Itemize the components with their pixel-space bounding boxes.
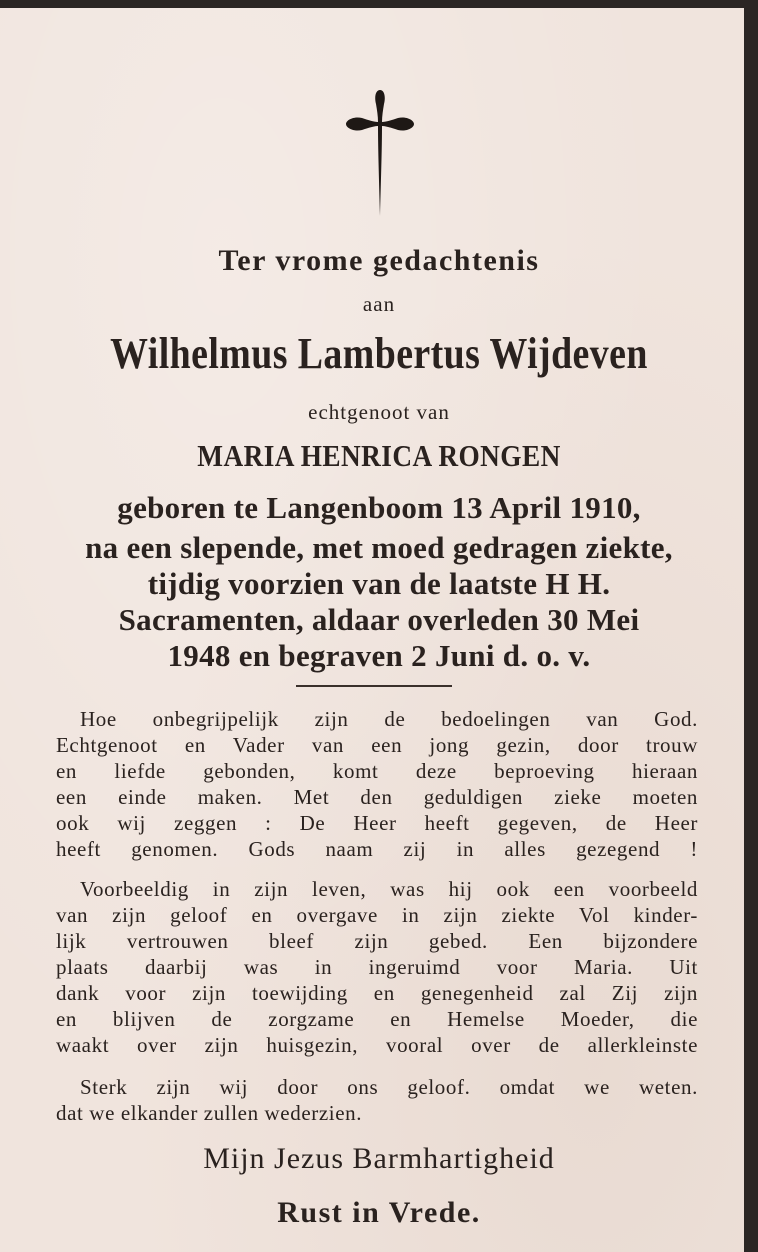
- section-divider: [296, 685, 452, 687]
- bio-line: 1948 en begraven 2 Juni d. o. v.: [167, 638, 591, 673]
- preposition-text: aan: [362, 292, 396, 316]
- bio-line: Sacramenten, aldaar overleden 30 Mei: [118, 602, 640, 637]
- paragraph-line: heeft genomen. Gods naam zij in alles gezegend !: [56, 837, 698, 861]
- paragraph-line: een einde maken. Met den geduldigen zieke moeten: [56, 785, 698, 809]
- paragraph-line: lijk vertrouwen bleef zijn gebed. Een bijzondere: [56, 929, 698, 953]
- paragraph-line: plaats daarbij was in ingeruimd voor Maria. Uit: [56, 955, 698, 979]
- closing-prayer: Mijn Jezus Barmhartigheid: [203, 1142, 555, 1175]
- paragraph-line: Sterk zijn wij door ons geloof. omdat we weten.: [80, 1075, 698, 1099]
- paragraph-line: dat we elkander zullen wederzien.: [56, 1101, 363, 1125]
- paragraph-line: ook wij zeggen : De Heer heeft gegeven, de Heer: [56, 811, 698, 835]
- bio-line: na een slepende, met moed gedragen ziekte,: [85, 530, 673, 565]
- spouse-name: MARIA HENRICA RONGEN: [197, 438, 561, 473]
- paragraph-line: waakt over zijn huisgezin, vooral over de allerkleinste: [56, 1033, 698, 1057]
- memorial-card: [0, 8, 744, 1252]
- spouse-label: echtgenoot van: [308, 400, 450, 424]
- paragraph-line: Echtgenoot en Vader van een jong gezin, door trouw: [56, 733, 698, 757]
- bio-line: tijdig voorzien van de laatste H H.: [147, 566, 611, 601]
- deceased-name: Wilhelmus Lambertus Wijdeven: [110, 329, 648, 378]
- bio-line: geboren te Langenboom 13 April 1910,: [117, 490, 641, 525]
- cross-icon: [340, 88, 420, 218]
- paragraph-line: en blijven de zorgzame en Hemelse Moeder, die: [56, 1007, 698, 1031]
- memorial-heading: Ter vrome gedachtenis: [218, 244, 540, 277]
- paragraph-line: van zijn geloof en overgave in zijn ziekte Vol kinder-: [56, 903, 698, 927]
- paragraph-reflection: [56, 706, 698, 862]
- paragraph-line: en liefde gebonden, komt deze beproeving hieraan: [56, 759, 698, 783]
- paragraph-line: dank voor zijn toewijding en genegenheid zal Zij zijn: [56, 981, 698, 1005]
- paragraph-character: [56, 876, 698, 1058]
- paragraph-line: Hoe onbegrijpelijk zijn de bedoelingen van God.: [80, 707, 698, 731]
- paragraph-line: Voorbeeldig in zijn leven, was hij ook een voorbeeld: [80, 877, 698, 901]
- final-words: Rust in Vrede.: [277, 1196, 481, 1229]
- paragraph-faith: [56, 1074, 698, 1126]
